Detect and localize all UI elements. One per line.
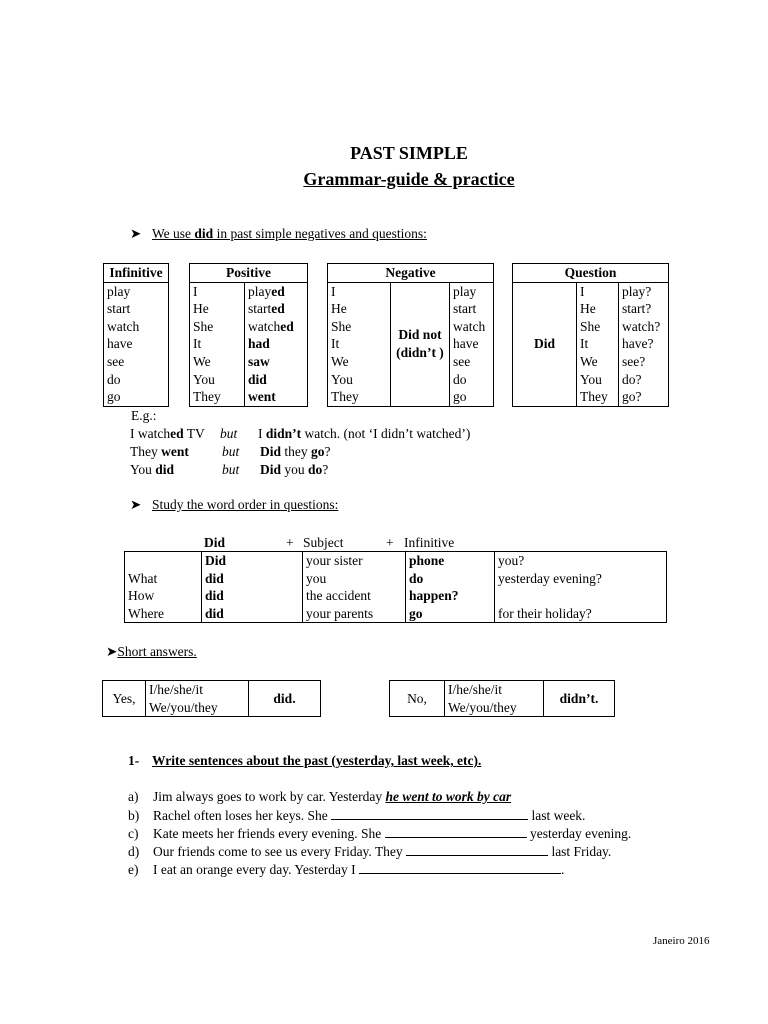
example-row-2: They went bbox=[130, 444, 189, 459]
exercise-item-b: b) Rachel often loses her keys. She last week. bbox=[128, 808, 586, 823]
example-row-3: You did bbox=[130, 462, 175, 477]
list-item: start bbox=[107, 301, 131, 317]
bullet-did-usage: ➤ We use did in past simple negatives and questions: bbox=[130, 226, 427, 241]
example-row-1-contrast: I didn’t watch. (not ‘I didn’t watched’) bbox=[258, 426, 471, 441]
table-row: What did you do yesterday evening? bbox=[125, 570, 667, 588]
answer-text: he went to work by car bbox=[385, 789, 512, 804]
exercise-number: 1- bbox=[128, 753, 140, 768]
word-order-table bbox=[124, 551, 667, 623]
example-but: but bbox=[222, 444, 240, 459]
word-order-head-plus: + bbox=[386, 535, 394, 550]
arrow-bullet-icon: ➤ bbox=[106, 644, 118, 659]
example-but: but bbox=[220, 426, 238, 441]
positive-table: Positive I He She It We You They played started watched had saw did went bbox=[189, 263, 308, 407]
list-item: play bbox=[107, 283, 131, 299]
answer-blank[interactable] bbox=[406, 843, 548, 856]
answer-blank[interactable] bbox=[331, 807, 528, 820]
list-item: have bbox=[107, 336, 133, 352]
example-row-3-contrast: Did you do? bbox=[260, 462, 329, 477]
exercise-item-e: e) I eat an orange every day. Yesterday I . bbox=[128, 862, 565, 877]
bullet-word-order: ➤ Study the word order in questions: bbox=[130, 497, 339, 512]
word-order-head-plus: + bbox=[286, 535, 294, 550]
answer-blank[interactable] bbox=[385, 825, 527, 838]
question-table: Question Did I He She It We You They play? start? watch? have? see? do? go? bbox=[512, 263, 669, 407]
exercise-item-c: c) Kate meets her friends every evening. She yesterday evening. bbox=[128, 826, 632, 841]
word-order-head-did: Did bbox=[204, 535, 226, 550]
infinitive-table: Infinitive play start watch have see do go bbox=[103, 263, 169, 407]
word-order-head-infinitive: Infinitive bbox=[404, 535, 455, 550]
page-title: PAST SIMPLE bbox=[350, 143, 468, 163]
bullet-short-answers: ➤Short answers. bbox=[106, 644, 197, 659]
arrow-bullet-icon: ➤ bbox=[130, 497, 142, 512]
footer-date: Janeiro 2016 bbox=[653, 935, 710, 947]
example-row-2-contrast: Did they go? bbox=[260, 444, 331, 459]
list-item: go bbox=[107, 389, 121, 405]
word-order-head-subject: Subject bbox=[303, 535, 344, 550]
table-row: Where did your parents go for their holiday? bbox=[125, 605, 667, 623]
exercise-item-a: a) Jim always goes to work by car. Yesterday he went to work by car bbox=[128, 789, 512, 804]
example-but: but bbox=[222, 462, 240, 477]
table-row: How did the accident happen? bbox=[125, 587, 667, 605]
page-subtitle: Grammar-guide & practice bbox=[303, 169, 515, 189]
table-row: Did your sister phone you? bbox=[125, 552, 667, 570]
answer-blank[interactable] bbox=[359, 861, 561, 874]
example-row-1: I watched TV bbox=[130, 426, 205, 441]
exercise-heading: Write sentences about the past (yesterday, last week, etc). bbox=[152, 753, 482, 768]
short-answer-no: No, I/he/she/it didn’t. We/you/they bbox=[389, 680, 615, 717]
exercise-item-d: d) Our friends come to see us every Friday. They last Friday. bbox=[128, 844, 612, 859]
examples-label: E.g.: bbox=[131, 408, 157, 423]
list-item: do bbox=[107, 371, 121, 387]
arrow-bullet-icon: ➤ bbox=[130, 226, 142, 241]
short-answer-yes: Yes, I/he/she/it did. We/you/they bbox=[102, 680, 321, 717]
list-item: see bbox=[107, 353, 125, 369]
list-item: watch bbox=[107, 318, 140, 334]
negative-table: Negative I He She It We You They Did not (didn’t ) play start watch have see do go bbox=[327, 263, 494, 407]
